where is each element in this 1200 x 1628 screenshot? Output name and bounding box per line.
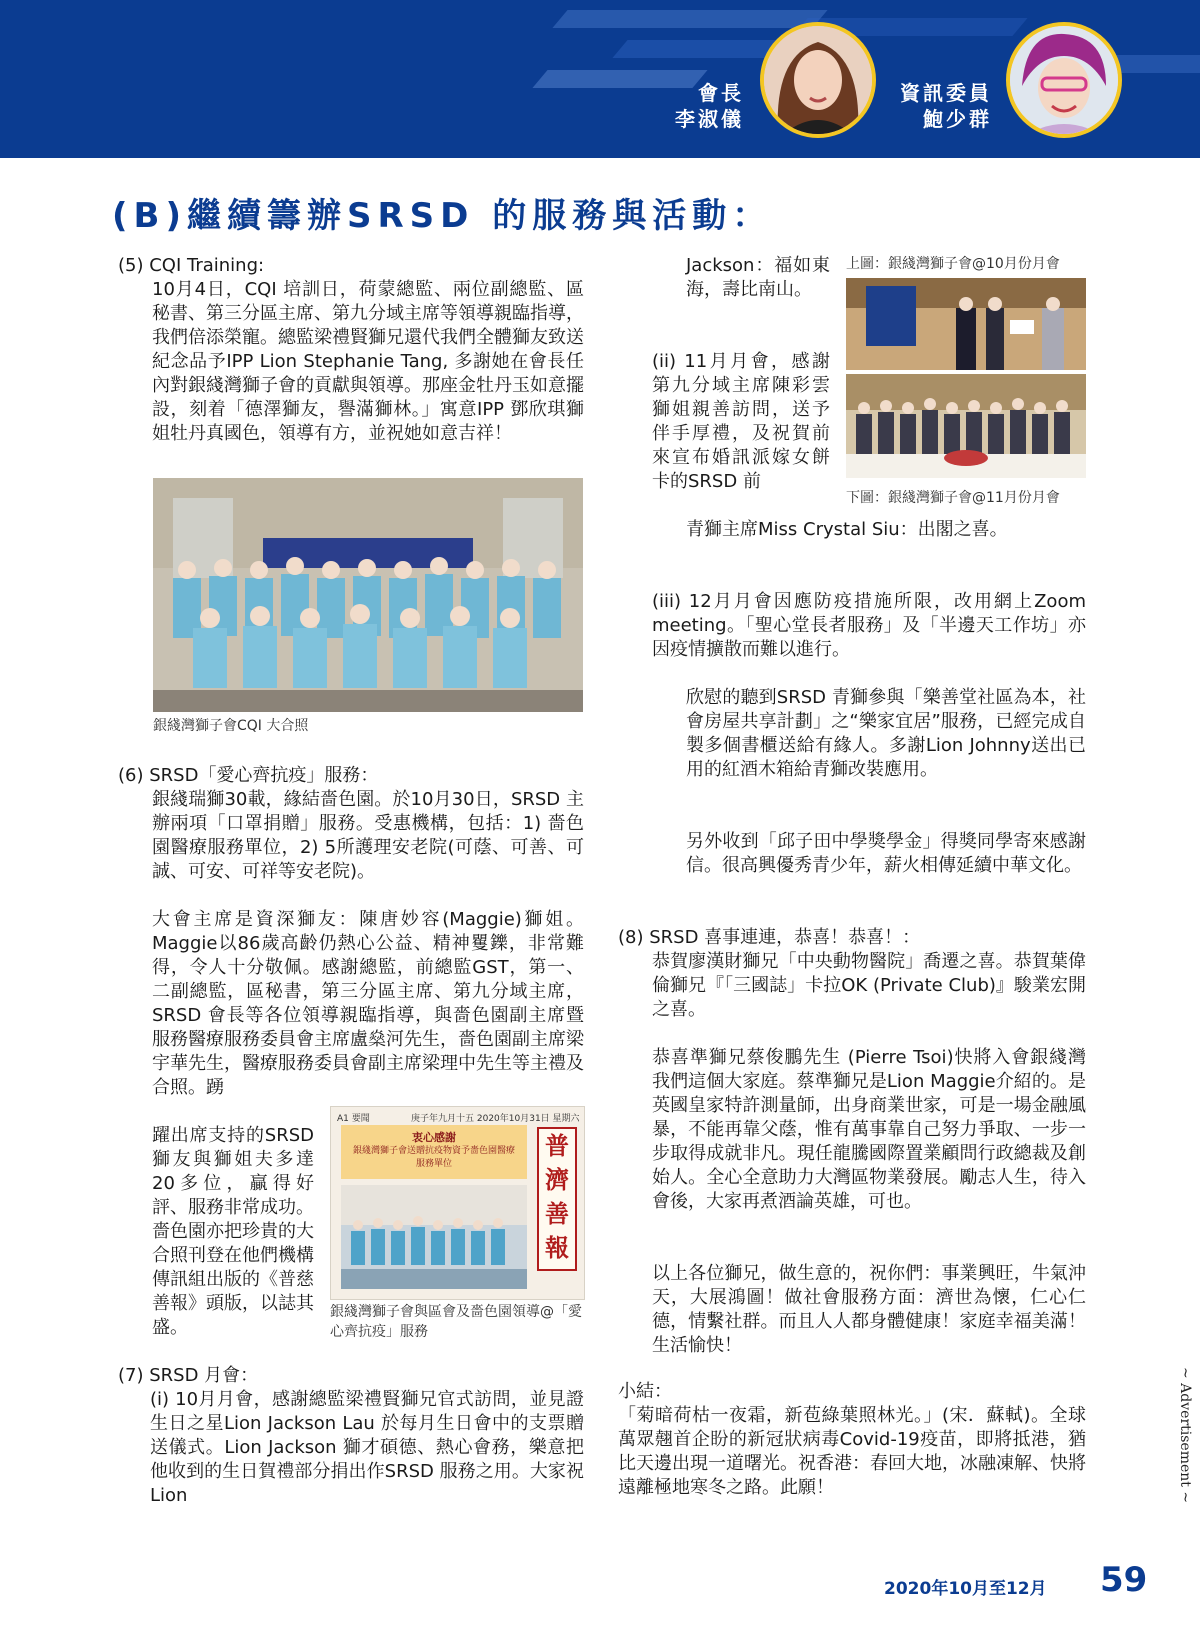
summary-body: 「菊暗荷枯一夜霜，新苞綠葉照林光。」(宋．蘇軾)。全球萬眾翹首企盼的新冠狀病毒Covid-19疫苗，即將抵港，猶比天邊出現一道曙光。祝香港：春回大地，冰融凍解、快將遠離極地寒冬之路。此願！ [618,1405,1086,1498]
newspaper-clipping [330,1106,585,1300]
president-photo [760,22,876,138]
newspaper-banner-title: 衷心感謝 [412,1131,456,1144]
newspaper-banner-subtitle: 銀綫灣獅子會送贈抗疫物資予嗇色園醫療服務單位 [352,1146,515,1169]
newspaper-header-date: 庚子年九月十五 2020年10月31日 星期六 [411,1114,580,1124]
summary-heading: 小結： [618,1381,672,1402]
header-banner [0,0,1200,158]
bottom-photo-caption: 下圖：銀綫灣獅子會@11月份月會 [846,490,1060,506]
item-6-para-1: 銀綫瑞獅30載，緣結嗇色園。於10月30日，SRSD 主辦兩項「口罩捐贈」服務。受惠機構，包括：1) 嗇色園醫療服務單位，2) 5所護理安老院(可蔭、可善、可誠、可安、可祥等安老院)。 [152,789,584,882]
cqi-photo-caption: 銀綫灣獅子會CQI 大合照 [153,718,309,734]
newspaper-group-photo [341,1185,527,1289]
item-7-sub-iii-para-2: 欣慰的聽到SRSD 青獅參與「樂善堂社區為本，社會房屋共享計劃」之“樂家宜居”服務，已經完成自製多個書櫃送給有緣人。多謝Lion Johnny送出已用的紅酒木箱給青獅改裝應用。 [686,687,1086,780]
item-8-para-2: 恭喜準獅兄蔡俊鵬先生 (Pierre Tsoi)快將入會銀綫灣我們這個大家庭。蔡準獅兄是Lion Maggie介紹的。是英國皇家特許測量師，出身商業世家，可是一場金融風暴，不能再靠父蔭，惟有萬事靠自己努力爭取、一步一步取得成就非凡。現任龍騰國際置業顧問行政總裁及創始人。全心全意助力大灣區物業發展。勵志人生，待入會後，大家再煮酒論英雄，可也。 [652,1047,1086,1212]
item-7-sub-iii-para-3: 另外收到「邱子田中學獎學金」得獎同學寄來感謝信。很高興優秀青少年，薪火相傳延續中華文化。 [686,831,1086,876]
decor-stripe [552,10,827,28]
item-8-heading: (8) SRSD 喜事連連，恭喜！恭喜！： [618,927,921,948]
item-5-heading: (5) CQI Training: [118,255,265,276]
october-meeting-photo [846,278,1086,370]
president-role: 會長 [698,81,744,105]
info-officer-photo [1006,22,1122,138]
cqi-group-photo [153,478,583,712]
item-8-para-3: 以上各位獅兄，做生意的，祝你們：事業興旺，牛氣沖天，大展鴻圖！做社會服務方面：濟世為懷，仁心仁德，情繫社群。而且人人都身體健康！家庭幸福美滿！生活愉快！ [652,1263,1086,1356]
item-7-sub-i: (i) 10月月會，感謝總監梁禮賢獅兄官式訪問，並見證生日之星Lion Jackson Lau 於每月生日會中的支票贈送儀式。Lion Jackson 獅才碩德、熱心會務，樂意把他收到的生日賀禮部分捐出作SRSD 服務之用。大家祝Lion [150,1389,584,1506]
newspaper-masthead: 普濟善報 [537,1127,577,1271]
item-6-para-2-cont: 躍出席支持的SRSD 獅友與獅姐夫多達20多位，贏得好評、服務非常成功。嗇色園亦把珍貴的大合照刊登在他們機構傳訊組出版的《普慈善報》頭版，以誌其盛。 [152,1125,314,1338]
advertisement-text: ~ Advertisement ~ [1177,1367,1193,1504]
item-5-body: 10月4日，CQI 培訓日，荷蒙總監、兩位副總監、區秘書、第三分區主席、第九分域主席等領導親臨指導，我們倍添榮寵。總監梁禮賢獅兄還代我們全體獅友致送紀念品予IPP Lion Stephanie Tang, 多謝她在會長任內對銀綫灣獅子會的貢獻與領導。那座金牡丹玉如意擺設，刻着「德澤獅友，譽滿獅林。」寓意IPP 鄧欣琪獅姐牡丹真國色，領導有方，並祝她如意吉祥！ [152,279,584,444]
item-7-i-continued: Jackson：福如東海，壽比南山。 [686,255,830,300]
newspaper-caption: 銀綫灣獅子會與區會及嗇色園領導@「愛心齊抗疫」服務 [330,1304,582,1340]
newspaper-header-left: A1 要聞 [337,1114,370,1124]
info-officer-label [872,80,992,132]
item-8-para-1: 恭賀廖漢財獅兄「中央動物醫院」喬遷之喜。恭賀葉偉倫獅兄『「三國誌」卡拉OK (Private Club)』駿業宏開之喜。 [652,951,1086,1020]
page-number: 59 [1100,1560,1148,1600]
newspaper-banner [341,1125,527,1179]
item-7-sub-ii: (ii) 11月月會，感謝第九分域主席陳彩雲獅姐親善訪問，送予伴手厚禮，及祝賀前來宣布婚訊派嫁女餅卡的SRSD 前 [652,351,830,492]
item-6-para-2: 大會主席是資深獅友：陳唐妙容(Maggie)獅姐。Maggie以86歲高齡仍熱心公益、精神矍鑠，非常難得，令人十分敬佩。感謝總監，前總監GST，第一、二副總監，區秘書，第三分區主席、第九分域主席，SRSD 會長等各位領導親臨指導，與嗇色園副主席暨服務醫療服務委員會主席盧燊河先生，嗇色園副主席梁宇華先生，醫療服務委員會副主席梁理中先生等主禮及合照。踴 [152,909,584,1098]
item-6-heading: (6) SRSD「愛心齊抗疫」服務： [118,765,379,786]
advertisement-side-label [1170,1367,1193,1520]
item-7-heading: (7) SRSD 月會： [118,1365,259,1386]
issue-date: 2020年10月至12月 [884,1579,1047,1599]
item-7-sub-iii: (iii) 12月月會因應防疫措施所限，改用網上Zoom meeting。「聖心堂長者服務」及「半邊天工作坊」亦因疫情擴散而難以進行。 [652,591,1086,660]
section-title: (B)繼續籌辦SRSD 的服務與活動： [112,196,773,236]
president-label [640,80,744,132]
november-meeting-photo [846,374,1086,478]
top-photo-caption: 上圖：銀綫灣獅子會@10月份月會 [846,256,1060,272]
item-7-sub-ii-end: 青獅主席Miss Crystal Siu：出閣之喜。 [686,519,1008,540]
info-officer-name: 鮑少群 [923,107,992,131]
info-officer-role: 資訊委員 [900,81,992,105]
president-name: 李淑儀 [675,107,744,131]
